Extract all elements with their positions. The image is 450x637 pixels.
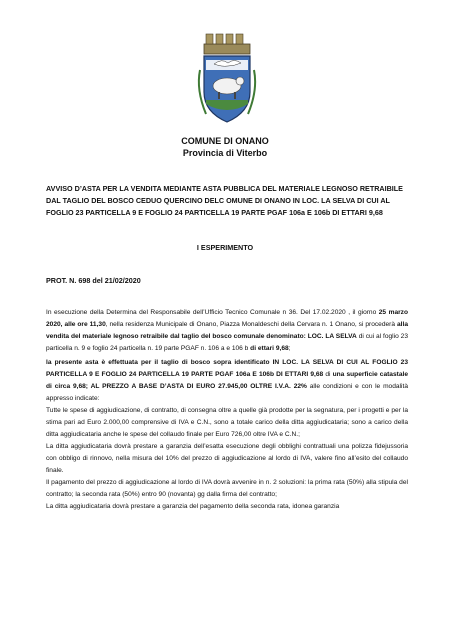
province-name: Provincia di Viterbo <box>182 148 268 158</box>
paragraph-auction-object: la presente asta è effettuata per il taglio di bosco sopra identificato IN LOC. LA SELVA DI CUI AL FOGLIO 23 PARTICELLA 9 E FOGLIO 24 PARTICELLA 19 PARTE PGAF 106a E 106b DI ETTARI 9,68 di una superficie catastale di circa 9,68; AL PREZZO A BASE D’ASTA DI EURO 27.945,00 OLTRE I.V.A. 22% alle condizioni e con le modalità appresso indicate: <box>46 359 409 402</box>
paragraph-payment: Il pagamento del prezzo di aggiudicazione al lordo di IVA dovrà avvenire in n. 2 soluzioni: la prima rata (50%) alla stipula del contratto; la seconda rata (50%) entro 90 (novanta) gg dalla firma del contratto; <box>46 479 408 498</box>
protocol-number: PROT. N. 698 del 21/02/2020 <box>46 276 141 285</box>
notice-body <box>46 307 408 513</box>
paragraph-determination: In esecuzione della Determina del Responsabile dell’Ufficio Tecnico Comunale n 36. Del 17.02.2020 , il giorno 25 marzo 2020, alle ore 11,30, nella residenza Municipale di Onano, Piazza Monaldeschi della Cervara n. 1 Onano, si procederà alla vendita del materiale legnoso retraibile dal taglio del bosco comunale denominato: LOC. LA SELVA di cui al foglio 23 particella n. 9 e foglio 24 particella n. 19 parte PGAF n. 106 a e 106 b di ettari 9,68; <box>46 309 409 352</box>
municipality-header <box>0 135 450 159</box>
municipality-name: COMUNE DI ONANO <box>181 136 269 146</box>
paragraph-expenses: Tutte le spese di aggiudicazione, di contratto, di consegna oltre a quelle già prodotte per la segnatura, per i progetti e per la stima pari ad Euro 2.000,00 comprensive di IVA e C.N., sono a totale carico della ditta aggiudicataria; sono a carico della ditta aggiudicataria anche le spese del collaudo finale per Euro 726,00 oltre IVA e C.N.; <box>46 407 408 438</box>
paragraph-guarantee: La ditta aggiudicataria dovrà prestare a garanzia dell’esatta esecuzione degli obblighi contrattuali una polizza fidejussoria con obbligo di rinnovo, nella misura del 10% del prezzo di aggiudicazione al lordo di IVA, valere fino all’esito del collaudo finale. <box>46 443 408 474</box>
municipal-coat-of-arms-icon <box>192 30 262 126</box>
paragraph-second-guarantee: La ditta aggiudicataria dovrà prestare a garanzia del pagamento della seconda rata, idonea garanzia <box>46 503 340 510</box>
auction-round: I ESPERIMENTO <box>196 243 254 252</box>
notice-title: AVVISO D’ASTA PER LA VENDITA MEDIANTE ASTA PUBBLICA DEL MATERIALE LEGNOSO RETRAIBILE DAL TAGLIO DEL BOSCO CEDUO QUERCINO DELC OMUNE DI ONANO IN LOC. LA SELVA DI CUI AL FOGLIO 23 PARTICELLA 9 E FOGLIO 24 PARTICELLA 19 PARTE PGAF 106a E 106b DI ETTARI 9,68 <box>46 184 403 217</box>
